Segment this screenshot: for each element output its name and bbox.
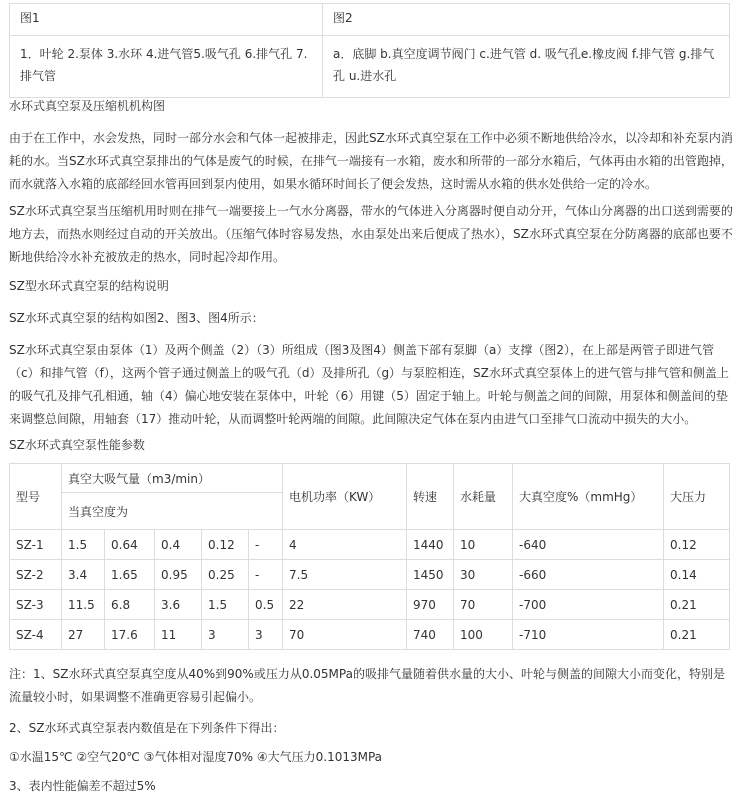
table-cell: 70 (454, 590, 513, 620)
table-cell: 3.6 (155, 590, 202, 620)
section-heading-performance: SZ水环式真空泵性能参数 (9, 438, 145, 452)
table-cell: 100 (454, 620, 513, 650)
table-cell: 11.5 (62, 590, 105, 620)
table-cell: 17.6 (105, 620, 155, 650)
figure-2-header: 图2 (323, 4, 730, 36)
figure-2-legend: a．底脚 b.真空度调节阀门 c.进气管 d. 吸气孔e.橡皮阀 f.排气管 g.排气孔 u.进水孔 (323, 36, 730, 98)
table-cell: 0.95 (155, 560, 202, 590)
table-cell: 0.5 (249, 590, 283, 620)
header-max-vacuum: 大真空度%（mmHg） (513, 464, 664, 530)
table-cell: SZ-3 (10, 590, 62, 620)
performance-table (9, 463, 730, 650)
table-cell: 970 (407, 590, 454, 620)
section-heading-structure: SZ型水环式真空泵的结构说明 (9, 279, 169, 293)
table-cell: 3 (249, 620, 283, 650)
table-cell: 3 (202, 620, 249, 650)
table-cell: 1440 (407, 530, 454, 560)
table-cell: 7.5 (283, 560, 407, 590)
table-cell: -700 (513, 590, 664, 620)
header-model: 型号 (10, 464, 62, 530)
header-pressure: 大压力 (664, 464, 730, 530)
table-cell: SZ-2 (10, 560, 62, 590)
section-caption: 水环式真空泵及压缩机机构图 (9, 99, 166, 113)
table-cell: -710 (513, 620, 664, 650)
table-row (10, 620, 730, 650)
note-1: 注：1、SZ水环式真空泵真空度从40%到90%或压力从0.05MPa的吸排气量随着供水量的大小、叶轮与侧盖的间隙大小而变化，特别是流量较小时，如果调整不准确更容易引起偏小。 (9, 667, 725, 704)
table-cell: 0.64 (105, 530, 155, 560)
table-cell: 740 (407, 620, 454, 650)
note-conditions: ①水温15℃ ②空气20℃ ③气体相对湿度70% ④大气压力0.1013MPa (9, 750, 383, 764)
table-cell: SZ-4 (10, 620, 62, 650)
table-row (10, 560, 730, 590)
table-cell: 4 (283, 530, 407, 560)
table-cell: -640 (513, 530, 664, 560)
note-3: 3、表内性能偏差不超过5% (9, 779, 156, 793)
table-cell: 0.25 (202, 560, 249, 590)
table-cell: 0.21 (664, 590, 730, 620)
table-cell: 27 (62, 620, 105, 650)
table-cell: 3.4 (62, 560, 105, 590)
header-suction: 真空大吸气量（m3/min） (62, 464, 283, 493)
table-cell: - (249, 560, 283, 590)
table-cell: 30 (454, 560, 513, 590)
table-cell: 0.21 (664, 620, 730, 650)
paragraph-cooling: 由于在工作中，水会发热，同时一部分水会和气体一起被排走，因此SZ水环式真空泵在工作中必须不断地供给冷水，以冷却和补充泵内消耗的水。当SZ水环式真空泵排出的气体是废气的时候，在排气一端接有一水箱，废水和所带的一部分水箱后，气体再由水箱的出管跑掉，而水就落入水箱的底部经回水管再回到泵内使用，如果水循环时间长了便会发热，这时需从水箱的供水处供给一定的冷水。 (9, 131, 733, 191)
table-cell: 1.65 (105, 560, 155, 590)
table-cell: -660 (513, 560, 664, 590)
header-power: 电机功率（KW） (283, 464, 407, 530)
paragraph-compressor: SZ水环式真空泵当压缩机用时则在排气一端要接上一气水分离器，带水的气体进入分离器时便自动分开，气体山分离器的出口送到需要的地方去，而热水则经过自动的开关放出。（压缩气体时容易发热，水由泵处出来后便成了热水），SZ水环式真空泵在分防离器的底部也要不断地供给冷水补充被放走的热水，同时起冷却作用。 (9, 204, 733, 264)
table-cell: 1450 (407, 560, 454, 590)
table-row (10, 530, 730, 560)
table-row (10, 590, 730, 620)
table-cell: 1.5 (62, 530, 105, 560)
note-2: 2、SZ水环式真空泵表内数值是在下列条件下得出： (9, 721, 285, 735)
table-cell: SZ-1 (10, 530, 62, 560)
figure-legend-table (9, 3, 730, 98)
table-cell: 11 (155, 620, 202, 650)
table-cell: 0.4 (155, 530, 202, 560)
figure-1-header: 图1 (10, 4, 323, 36)
table-cell: 1.5 (202, 590, 249, 620)
table-cell: - (249, 530, 283, 560)
table-cell: 70 (283, 620, 407, 650)
paragraph-structure-detail: SZ水环式真空泵由泵体（1）及两个侧盖（2）（3）所组成（图3及图4）侧盖下部有泵脚（a）支撑（图2），在上部是两管子即进气管（c）和排气管（f），这两个管子通过侧盖上的吸气孔（d）及排所孔（g）与泵腔相连，SZ水环式真空泵体上的进气管与排气管和侧盖上的吸气孔及排气孔相通，轴（4）偏心地安装在泵体中，叶轮（6）用键（5）固定于轴上。叶轮与侧盖之间的间隙，用泵体和侧盖间的垫来调整总间隙，用轴套（17）推动叶轮，从而调整叶轮两端的间隙。此间隙决定气体在泵内由进气口至排气口流动中损失的大小。 (9, 343, 729, 426)
paragraph-structure-intro: SZ水环式真空泵的结构如图2、图3、图4所示： (9, 311, 264, 325)
header-water: 水耗量 (454, 464, 513, 530)
table-cell: 0.14 (664, 560, 730, 590)
header-speed: 转速 (407, 464, 454, 530)
table-cell: 0.12 (202, 530, 249, 560)
table-cell: 0.12 (664, 530, 730, 560)
figure-1-legend: 1．叶轮 2.泵体 3.水环 4.进气管5.吸气孔 6.排气孔 7.排气管 (10, 36, 323, 98)
header-vacuum-level: 当真空度为 (62, 493, 283, 530)
table-cell: 10 (454, 530, 513, 560)
table-cell: 22 (283, 590, 407, 620)
table-cell: 6.8 (105, 590, 155, 620)
